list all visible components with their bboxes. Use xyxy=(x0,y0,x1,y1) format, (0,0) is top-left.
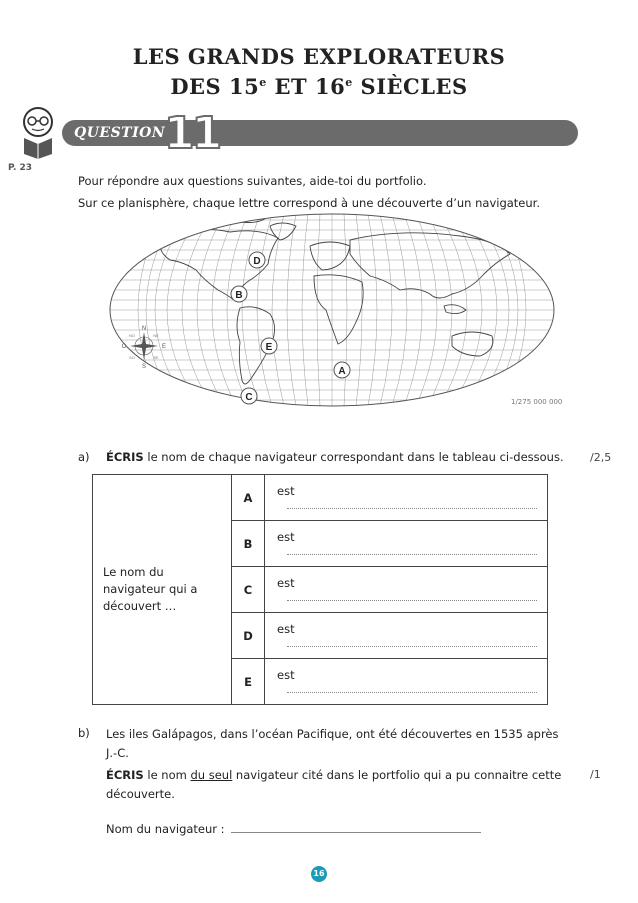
compass-o: O xyxy=(121,344,127,350)
world-map xyxy=(100,210,570,410)
svg-text:C: C xyxy=(245,392,253,403)
compass-n: N xyxy=(141,326,147,332)
row-letter-a: A xyxy=(232,475,265,521)
compass-ne: NE xyxy=(153,333,159,338)
reader-icon xyxy=(18,104,58,160)
table-row[interactable]: est xyxy=(265,659,548,705)
answer-line-e[interactable] xyxy=(287,682,537,693)
page-number: 16 xyxy=(311,866,327,882)
question-number: 11 xyxy=(164,108,220,159)
navigator-name-row: Nom du navigateur : xyxy=(106,820,481,839)
table-row[interactable]: est xyxy=(265,475,548,521)
marker-c xyxy=(241,388,257,404)
compass-s: S xyxy=(141,364,147,370)
page-reference: P. 23 xyxy=(8,163,33,173)
navigator-name-field[interactable] xyxy=(231,821,481,833)
intro-line-2: Sur ce planisphère, chaque lettre correspond à une découverte d’un navigateur. xyxy=(78,196,540,210)
row-letter-d: D xyxy=(232,613,265,659)
part-b-line2: J.-C. xyxy=(106,746,129,760)
marker-a xyxy=(334,362,350,378)
page-title-line2: DES 15e ET 16e SIÈCLES xyxy=(170,74,468,99)
question-label: QUESTION xyxy=(74,125,166,141)
part-a-letter: a) xyxy=(78,450,90,464)
part-b-score: /1 xyxy=(590,768,601,781)
part-b-instruction: ÉCRIS le nom du seul navigateur cité dans le portfolio qui a pu connaitre cette xyxy=(106,768,562,782)
row-letter-c: C xyxy=(232,567,265,613)
row-letter-b: B xyxy=(232,521,265,567)
svg-text:B: B xyxy=(235,290,243,301)
part-a-score: /2,5 xyxy=(590,451,612,464)
navigator-table xyxy=(92,474,548,705)
table-row[interactable]: est xyxy=(265,521,548,567)
intro-line-1: Pour répondre aux questions suivantes, aide-toi du portfolio. xyxy=(78,174,427,188)
marker-d xyxy=(249,252,265,268)
marker-b xyxy=(231,286,247,302)
marker-e xyxy=(261,338,277,354)
answer-line-b[interactable] xyxy=(287,544,537,555)
compass-so: SO xyxy=(129,355,135,360)
row-letter-e: E xyxy=(232,659,265,705)
compass-se: SE xyxy=(153,355,159,360)
part-b-line1: Les iles Galápagos, dans l’océan Pacifique, ont été découvertes en 1535 après xyxy=(106,727,559,741)
table-row[interactable]: est xyxy=(265,613,548,659)
answer-line-a[interactable] xyxy=(287,498,537,509)
svg-text:A: A xyxy=(338,366,346,377)
answer-line-d[interactable] xyxy=(287,636,537,647)
map-scale: 1/275 000 000 xyxy=(511,398,563,406)
compass-no: NO xyxy=(129,333,135,338)
table-row[interactable]: est xyxy=(265,567,548,613)
svg-text:E: E xyxy=(265,342,273,353)
part-a-instruction: ÉCRIS le nom de chaque navigateur correspondant dans le tableau ci-dessous. xyxy=(106,450,564,464)
answer-line-c[interactable] xyxy=(287,590,537,601)
compass-e: E xyxy=(161,344,167,350)
table-label: Le nom du navigateur qui a découvert … xyxy=(93,475,232,705)
part-b-letter: b) xyxy=(78,726,90,740)
part-b-line4: découverte. xyxy=(106,787,175,801)
page-title-line1: LES GRANDS EXPLORATEURS xyxy=(132,44,506,69)
svg-text:D: D xyxy=(253,256,261,267)
